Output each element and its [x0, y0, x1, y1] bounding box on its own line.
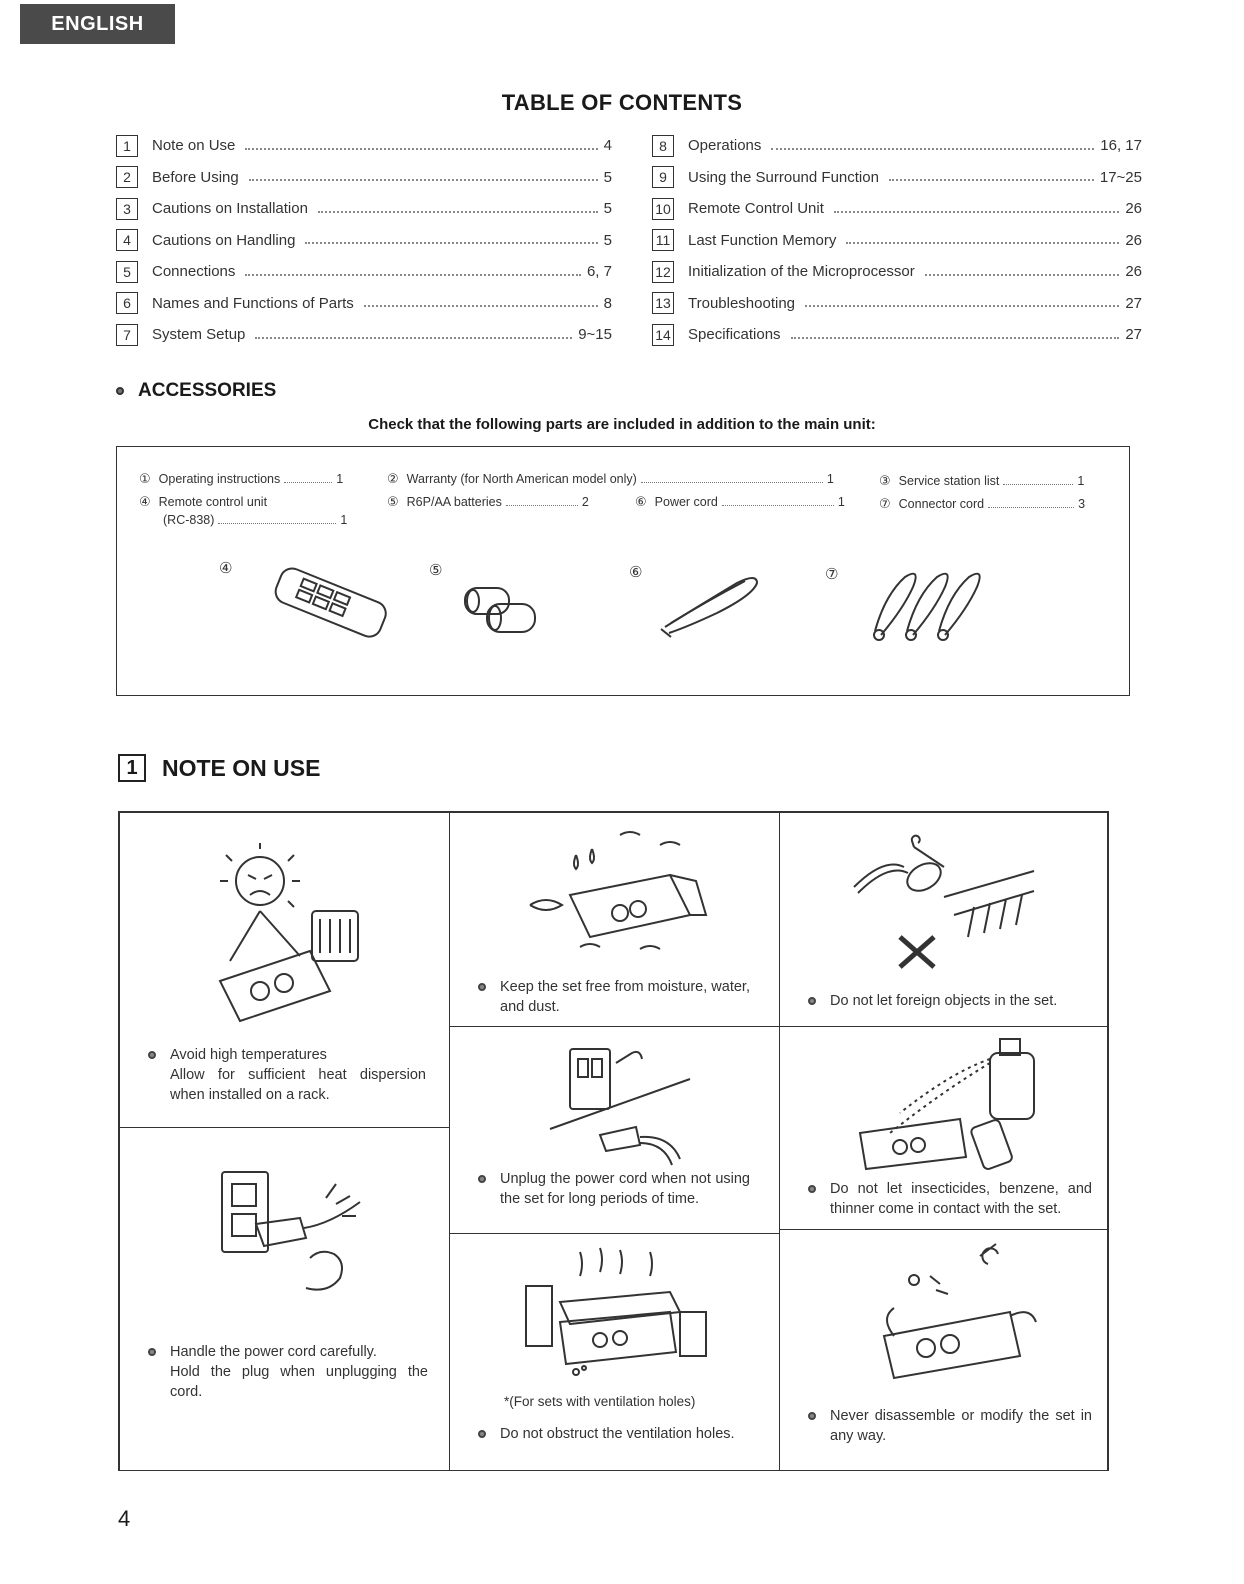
toc-label: Troubleshooting — [688, 294, 796, 312]
toc-row[interactable] — [116, 162, 612, 194]
toc-label: Note on Use — [152, 137, 236, 155]
toc-row[interactable] — [652, 288, 1142, 320]
toc-number: 11 — [652, 229, 674, 251]
note-line: Keep the set free from moisture, water, and dust. — [500, 979, 750, 1015]
item-mark: ④ — [139, 494, 151, 509]
bullet-icon — [148, 1348, 156, 1356]
leader-dots — [364, 305, 598, 307]
leader-dots — [791, 337, 1120, 339]
foreign-objects-illustration-icon — [844, 827, 1044, 987]
accessories-box — [116, 446, 1130, 696]
note-line: Never disassemble or modify the set in any way. — [830, 1408, 1092, 1444]
item-mark: ③ — [879, 473, 891, 488]
item-label: Service station list — [898, 474, 1000, 488]
toc-page: 17~25 — [1099, 168, 1142, 186]
toc-label: Operations — [688, 137, 762, 155]
leader-dots — [771, 148, 1094, 150]
toc-label: Last Function Memory — [688, 231, 837, 249]
accessory-model — [163, 513, 347, 527]
bullet-icon — [808, 997, 816, 1005]
toc-label: Using the Surround Function — [688, 168, 879, 186]
note-line: Avoid high temperatures — [170, 1047, 327, 1063]
item-sub: (RC-838) — [163, 513, 215, 527]
note-line: Do not let insecticides, benzene, and thinner come in contact with the set. — [830, 1181, 1092, 1217]
item-mark: ⑤ — [387, 494, 399, 509]
toc-page: 27 — [1125, 326, 1142, 344]
note-line: Handle the power cord carefully. — [170, 1344, 377, 1360]
accessory-item — [387, 494, 589, 510]
batteries-icon — [459, 582, 544, 637]
toc-row[interactable] — [116, 319, 612, 351]
item-qty: 1 — [336, 472, 344, 486]
item-label: Operating instructions — [158, 472, 281, 486]
toc-number: 6 — [116, 292, 138, 314]
accessory-item — [387, 471, 834, 487]
note-line: Hold the plug when unplugging the cord. — [170, 1364, 428, 1400]
toc-number: 3 — [116, 198, 138, 220]
toc-label: System Setup — [152, 326, 246, 344]
leader-dots — [318, 211, 598, 213]
item-mark: ① — [139, 471, 151, 486]
toc-page: 6, 7 — [586, 263, 612, 281]
toc-title: TABLE OF CONTENTS — [501, 90, 743, 115]
section-heading — [118, 754, 320, 782]
toc-page: 5 — [603, 231, 612, 249]
item-qty: 1 — [340, 513, 348, 527]
accessories-check-text: Check that the following parts are included in addition to the main unit: — [368, 416, 876, 433]
language-tab: ENGLISH — [20, 4, 175, 44]
toc-number: 4 — [116, 229, 138, 251]
toc-label: Names and Functions of Parts — [152, 294, 354, 312]
note-cell — [779, 1026, 1108, 1230]
item-mark: ⑦ — [879, 496, 891, 511]
toc-row[interactable] — [116, 193, 612, 225]
note-line: Do not obstruct the ventilation holes. — [500, 1426, 735, 1442]
note-text — [808, 991, 1092, 1011]
note-cell — [779, 812, 1108, 1027]
toc-page: 26 — [1125, 231, 1142, 249]
bullet-icon — [478, 1430, 486, 1438]
toc-number: 8 — [652, 135, 674, 157]
note-text — [808, 1179, 1092, 1219]
accessory-item — [879, 473, 1084, 489]
note-text — [808, 1406, 1092, 1446]
leader-dots — [846, 242, 1119, 244]
item-label: Power cord — [654, 495, 718, 509]
toc-number: 7 — [116, 324, 138, 346]
item-qty: 1 — [837, 495, 845, 509]
leader-dots — [255, 337, 572, 339]
item-label: Connector cord — [898, 497, 985, 511]
toc-number: 13 — [652, 292, 674, 314]
leader-dots — [249, 179, 598, 181]
leader-dots — [245, 148, 597, 150]
toc-page: 4 — [603, 137, 612, 155]
disassemble-illustration-icon — [870, 1236, 1040, 1386]
toc-label: Cautions on Installation — [152, 200, 308, 218]
toc-row[interactable] — [652, 225, 1142, 257]
heat-sun-illustration-icon — [200, 841, 370, 1031]
toc-label: Specifications — [688, 326, 781, 344]
accessory-item — [139, 471, 343, 487]
toc-page: 16, 17 — [1100, 137, 1142, 155]
toc-page: 26 — [1125, 200, 1142, 218]
note-text — [148, 1045, 426, 1105]
item-qty: 2 — [581, 495, 589, 509]
toc-right-column — [652, 130, 1142, 351]
item-mark: ⑥ — [635, 494, 647, 509]
section-title: NOTE ON USE — [162, 754, 321, 781]
item-qty: 1 — [1077, 474, 1085, 488]
toc-number: 5 — [116, 261, 138, 283]
toc-page: 9~15 — [578, 326, 612, 344]
toc-row[interactable] — [116, 225, 612, 257]
moisture-dust-illustration-icon — [520, 825, 720, 965]
note-cell — [449, 1233, 780, 1471]
bullet-icon — [148, 1051, 156, 1059]
toc-page: 5 — [603, 200, 612, 218]
leader-dots — [889, 179, 1094, 181]
figure-label: ⑤ — [429, 562, 443, 579]
toc-row[interactable] — [652, 256, 1142, 288]
remote-control-icon — [267, 565, 397, 640]
accessories-heading — [116, 380, 276, 402]
toc-label: Connections — [152, 263, 236, 281]
note-text — [148, 1342, 428, 1402]
bullet-icon — [478, 1175, 486, 1183]
toc-number: 14 — [652, 324, 674, 346]
toc-row[interactable] — [652, 319, 1142, 351]
toc-label: Remote Control Unit — [688, 200, 824, 218]
toc-page: 26 — [1125, 263, 1142, 281]
item-label: Remote control unit — [158, 495, 268, 509]
toc-label: Initialization of the Microprocessor — [688, 263, 915, 281]
toc-row[interactable] — [652, 162, 1142, 194]
note-line: Do not let foreign objects in the set. — [830, 993, 1058, 1009]
toc-label: Before Using — [152, 168, 239, 186]
item-qty: 3 — [1078, 497, 1086, 511]
toc-number: 1 — [116, 135, 138, 157]
power-cord-icon — [657, 567, 767, 642]
note-cell — [449, 1026, 780, 1234]
figure-label: ④ — [219, 560, 233, 577]
bullet-icon — [478, 983, 486, 991]
toc-row[interactable] — [116, 256, 612, 288]
toc-number: 10 — [652, 198, 674, 220]
toc-page: 8 — [603, 294, 612, 312]
accessories-heading-text: ACCESSORIES — [138, 380, 277, 401]
connector-cords-icon — [865, 565, 1015, 645]
leader-dots — [245, 274, 581, 276]
toc-number: 2 — [116, 166, 138, 188]
note-text — [478, 1169, 750, 1209]
figure-label: ⑥ — [629, 564, 643, 581]
insecticide-spray-illustration-icon — [850, 1033, 1060, 1183]
note-line: Unplug the power cord when not using the set for long periods of time. — [500, 1171, 750, 1207]
item-qty: 1 — [826, 472, 834, 486]
leader-dots — [834, 211, 1119, 213]
accessory-item — [879, 496, 1085, 512]
toc-row[interactable] — [652, 193, 1142, 225]
toc-number: 9 — [652, 166, 674, 188]
bullet-icon — [808, 1185, 816, 1193]
toc-left-column — [116, 130, 612, 351]
bullet-icon — [808, 1412, 816, 1420]
toc-number: 12 — [652, 261, 674, 283]
note-cell — [779, 1229, 1108, 1471]
accessory-item — [139, 494, 267, 510]
ventilation-illustration-icon — [520, 1242, 710, 1382]
ventilation-precondition: *(For sets with ventilation holes) — [504, 1394, 696, 1409]
note-text — [478, 1424, 750, 1444]
toc-label: Cautions on Handling — [152, 231, 296, 249]
item-mark: ② — [387, 471, 399, 486]
note-cell — [119, 1127, 450, 1471]
unplug-cord-illustration-icon — [540, 1039, 700, 1169]
note-cell — [119, 812, 450, 1128]
note-on-use-grid — [118, 811, 1109, 1471]
toc-row[interactable] — [116, 130, 612, 162]
toc-page: 5 — [603, 168, 612, 186]
leader-dots — [925, 274, 1120, 276]
note-cell — [449, 812, 780, 1027]
toc-page: 27 — [1125, 294, 1142, 312]
bullet-icon — [116, 387, 124, 395]
leader-dots — [805, 305, 1119, 307]
section-number: 1 — [118, 754, 146, 782]
power-cord-handling-illustration-icon — [210, 1148, 370, 1308]
leader-dots — [305, 242, 597, 244]
page-number: 4 — [118, 1506, 131, 1531]
item-label: Warranty (for North American model only) — [406, 472, 637, 486]
item-label: R6P/AA batteries — [406, 495, 502, 509]
note-line: Allow for sufficient heat dispersion when installed on a rack. — [170, 1067, 426, 1103]
accessory-item — [635, 494, 845, 510]
toc-row[interactable] — [652, 130, 1142, 162]
note-text — [478, 977, 750, 1017]
figure-label: ⑦ — [825, 566, 839, 583]
toc-row[interactable] — [116, 288, 612, 320]
